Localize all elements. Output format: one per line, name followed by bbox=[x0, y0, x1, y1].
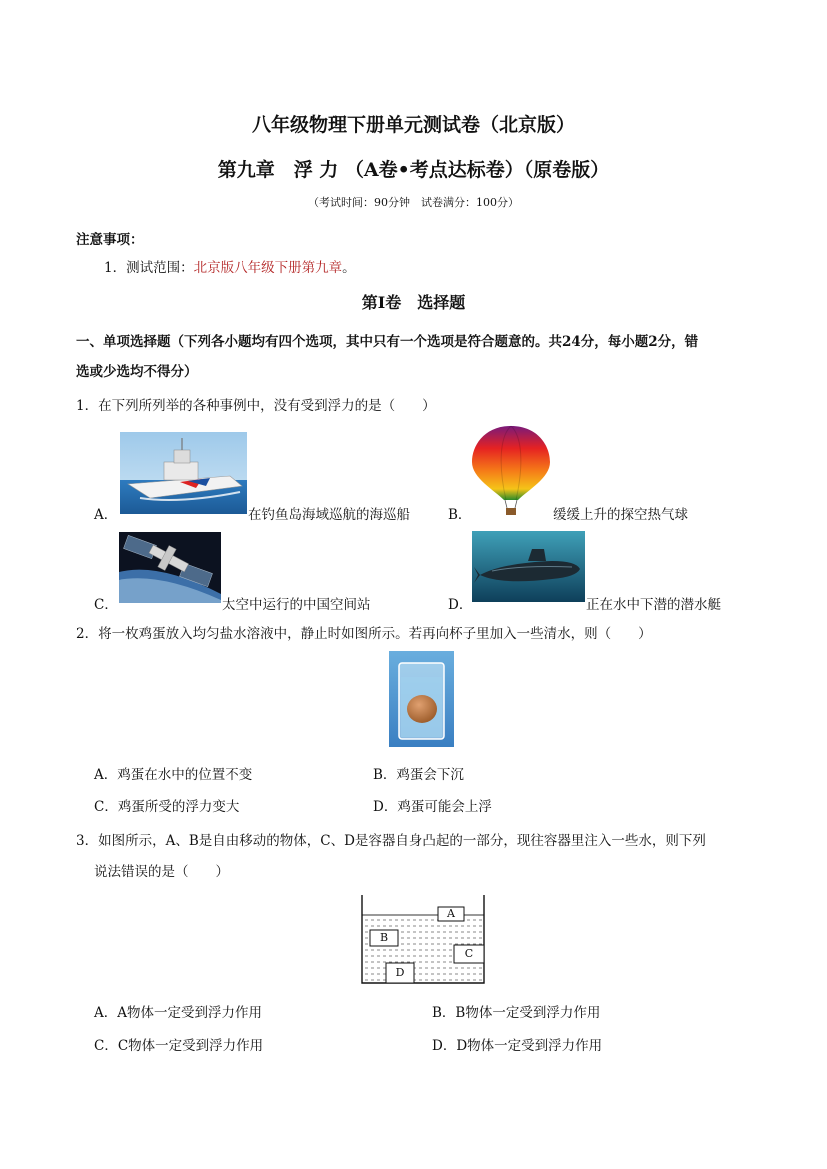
q3-option-b: B．B物体一定受到浮力作用 bbox=[432, 1005, 601, 1021]
document-title: 八年级物理下册单元测试卷（北京版） bbox=[251, 114, 575, 136]
space-station-image bbox=[119, 532, 221, 603]
patrol-ship-image bbox=[120, 432, 247, 514]
q2-stem: 2．将一枚鸡蛋放入均匀盐水溶液中，静止时如图所示。若再向杯子里加入一些清水，则（ ） bbox=[76, 626, 652, 642]
q1-option-c-label: C． bbox=[94, 597, 118, 613]
submarine-image bbox=[472, 531, 585, 602]
container-diagram bbox=[358, 893, 488, 985]
q3-stem-line1: 3．如图所示，A、B是自由移动的物体，C、D是容器自身凸起的一部分，现往容器里注入一些水，则下列 bbox=[76, 833, 706, 849]
section-instructions-line1: 一、单项选择题（下列各小题均有四个选项，其中只有一个选项是符合题意的。共24分，每小题2分，错 bbox=[76, 334, 699, 350]
notice-item-1-suffix: 。 bbox=[342, 260, 356, 276]
chapter-subtitle: 第九章 浮 力 （A卷•考点达标卷）（原卷版） bbox=[217, 159, 610, 181]
q3-option-a: A．A物体一定受到浮力作用 bbox=[94, 1005, 262, 1021]
notice-heading: 注意事项： bbox=[76, 232, 144, 248]
fig-label-a: A bbox=[447, 907, 455, 920]
q1-option-a-label: A． bbox=[94, 507, 118, 523]
q1-option-a-text: 在钓鱼岛海域巡航的海巡船 bbox=[248, 507, 410, 523]
hot-air-balloon-image bbox=[470, 424, 552, 516]
notice-item-1 bbox=[104, 256, 356, 276]
notice-item-1-scope: 北京版八年级下册第九章 bbox=[193, 260, 343, 276]
q1-option-b-text: 缓缓上升的探空热气球 bbox=[553, 507, 688, 523]
q2-option-c: C．鸡蛋所受的浮力变大 bbox=[94, 799, 240, 815]
q2-option-a: A．鸡蛋在水中的位置不变 bbox=[94, 767, 253, 783]
q1-stem: 1．在下列所列举的各种事例中，没有受到浮力的是（ ） bbox=[76, 398, 436, 414]
egg-in-saltwater-image bbox=[389, 651, 454, 747]
fig-label-d: D bbox=[395, 966, 405, 979]
q2-option-b: B．鸡蛋会下沉 bbox=[373, 767, 464, 783]
q3-stem-line2: 说法错误的是（ ） bbox=[94, 864, 229, 880]
q1-option-d-label: D． bbox=[448, 597, 473, 613]
q2-option-d: D．鸡蛋可能会上浮 bbox=[373, 799, 492, 815]
q1-option-d-text: 正在水中下潜的潜水艇 bbox=[586, 597, 721, 613]
notice-item-1-prefix: 1．测试范围： bbox=[104, 260, 194, 276]
fig-label-b: B bbox=[379, 931, 389, 944]
section-instructions-line2: 选或少选均不得分） bbox=[76, 364, 198, 380]
part1-heading: 第Ⅰ卷 选择题 bbox=[361, 293, 466, 312]
q3-option-c: C．C物体一定受到浮力作用 bbox=[94, 1038, 264, 1054]
q1-option-c-text: 太空中运行的中国空间站 bbox=[222, 597, 371, 613]
exam-info: （考试时间：90分钟 试卷满分：100分） bbox=[308, 196, 519, 209]
q1-option-b-label: B． bbox=[448, 507, 472, 523]
fig-label-c: C bbox=[464, 947, 474, 960]
q3-option-d: D．D物体一定受到浮力作用 bbox=[432, 1038, 603, 1054]
